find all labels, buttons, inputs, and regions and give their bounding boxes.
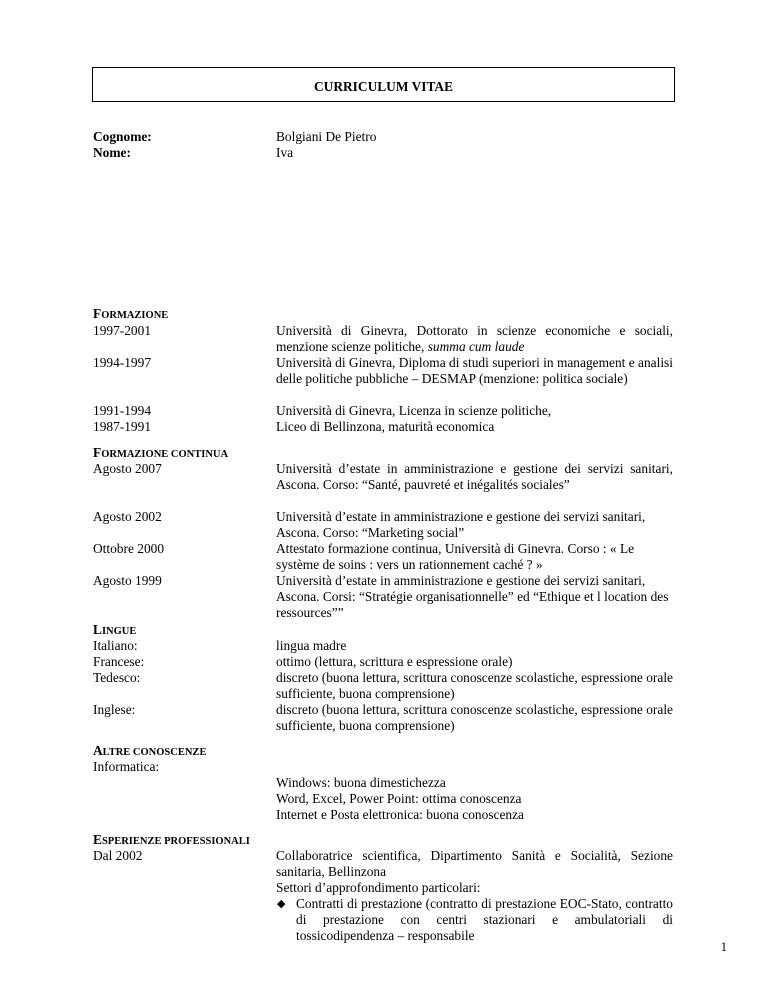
lang-label-4: Inglese: <box>93 702 136 717</box>
formazione-text-1: Università di Ginevra, Dottorato in scienze economiche e sociali, menzione scienze politiche, summa cum laude <box>276 323 673 354</box>
section-esperienze-heading: ESPERIENZE PROFESSIONALI <box>93 832 250 847</box>
formazione-period-3: 1991-1994 <box>93 403 152 418</box>
lang-label-1: Italiano: <box>93 638 138 653</box>
formazione-period-4: 1987-1991 <box>93 419 152 434</box>
section-altre-conoscenze-heading: ALTRE CONOSCENZE <box>93 743 207 758</box>
esperienze-subheading: Settori d’approfondimento particolari: <box>276 880 481 895</box>
section-formazione-heading: FORMAZIONE <box>93 306 169 321</box>
fc-period-1: Agosto 2007 <box>93 461 162 476</box>
name-value: Iva <box>276 145 294 160</box>
formazione-text-4: Liceo di Bellinzona, maturità economica <box>276 419 495 434</box>
esperienze-bullet-list <box>276 896 673 944</box>
document-title: CURRICULUM VITAE <box>314 79 453 94</box>
informatica-line-2: Word, Excel, Power Point: ottima conoscenza <box>276 791 522 806</box>
lang-label-2: Francese: <box>93 654 145 669</box>
page-number: 1 <box>720 940 727 954</box>
title-box <box>92 67 675 102</box>
section-lingue-heading: LINGUE <box>93 622 137 637</box>
lang-level-4: discreto (buona lettura, scrittura conoscenze scolastiche, espressione orale sufficiente, buona comprensione) <box>276 702 673 733</box>
fc-text-1: Università d’estate in amministrazione e gestione dei servizi sanitari, Ascona. Corso: “Santé, pauvreté et inégalités sociales” <box>276 461 673 492</box>
esperienze-text-1: Collaboratrice scientifica, Dipartimento Sanità e Socialità, Sezione sanitaria, Bellinzona <box>276 848 673 879</box>
formazione-text-3: Università di Ginevra, Licenza in scienze politiche, <box>276 403 552 418</box>
fc-period-2: Agosto 2002 <box>93 509 162 524</box>
lang-level-1: lingua madre <box>276 638 347 653</box>
informatica-line-1: Windows: buona dimestichezza <box>276 775 446 790</box>
fc-text-2: Università d’estate in amministrazione e gestione dei servizi sanitari, Ascona. Corso: “Marketing social” <box>276 509 646 540</box>
fc-text-4: Università d’estate in amministrazione e gestione dei servizi sanitari, Ascona. Corsi: “Stratégie organisationnelle” ed “Ethique et l location des ressources”” <box>276 573 669 620</box>
lang-level-3: discreto (buona lettura, scrittura conoscenze scolastiche, espressione orale sufficiente, buona comprensione) <box>276 670 673 701</box>
lang-label-3: Tedesco: <box>93 670 141 685</box>
fc-period-4: Agosto 1999 <box>93 573 162 588</box>
section-formazione-continua-heading: FORMAZIONE CONTINUA <box>93 445 229 460</box>
formazione-text-2: Università di Ginevra, Diploma di studi superiori in management e analisi delle politiche pubbliche – DESMAP (menzione: politica sociale) <box>276 355 673 386</box>
fc-period-3: Ottobre 2000 <box>93 541 165 556</box>
formazione-period-2: 1994-1997 <box>93 355 152 370</box>
surname-label: Cognome: <box>93 129 152 144</box>
formazione-period-1: 1997-2001 <box>93 323 152 338</box>
esperienze-period-1: Dal 2002 <box>93 848 143 863</box>
lang-level-2: ottimo (lettura, scrittura e espressione orale) <box>276 654 513 669</box>
surname-value: Bolgiani De Pietro <box>276 129 377 144</box>
fc-text-3: Attestato formazione continua, Università di Ginevra. Corso : « Le système de soins : vers un rationnement caché ? » <box>276 541 635 572</box>
informatica-label: Informatica: <box>93 759 160 774</box>
informatica-line-3: Internet e Posta elettronica: buona conoscenza <box>276 807 524 822</box>
name-label: Nome: <box>93 145 131 160</box>
diamond-bullet-icon: ◆ <box>277 898 286 910</box>
list-item: ◆ Contratti di prestazione (contratto di prestazione EOC-Stato, contratto di prestazione con centri stazionari e ambulatoriali di tossicodipendenza – responsabile <box>277 896 673 943</box>
